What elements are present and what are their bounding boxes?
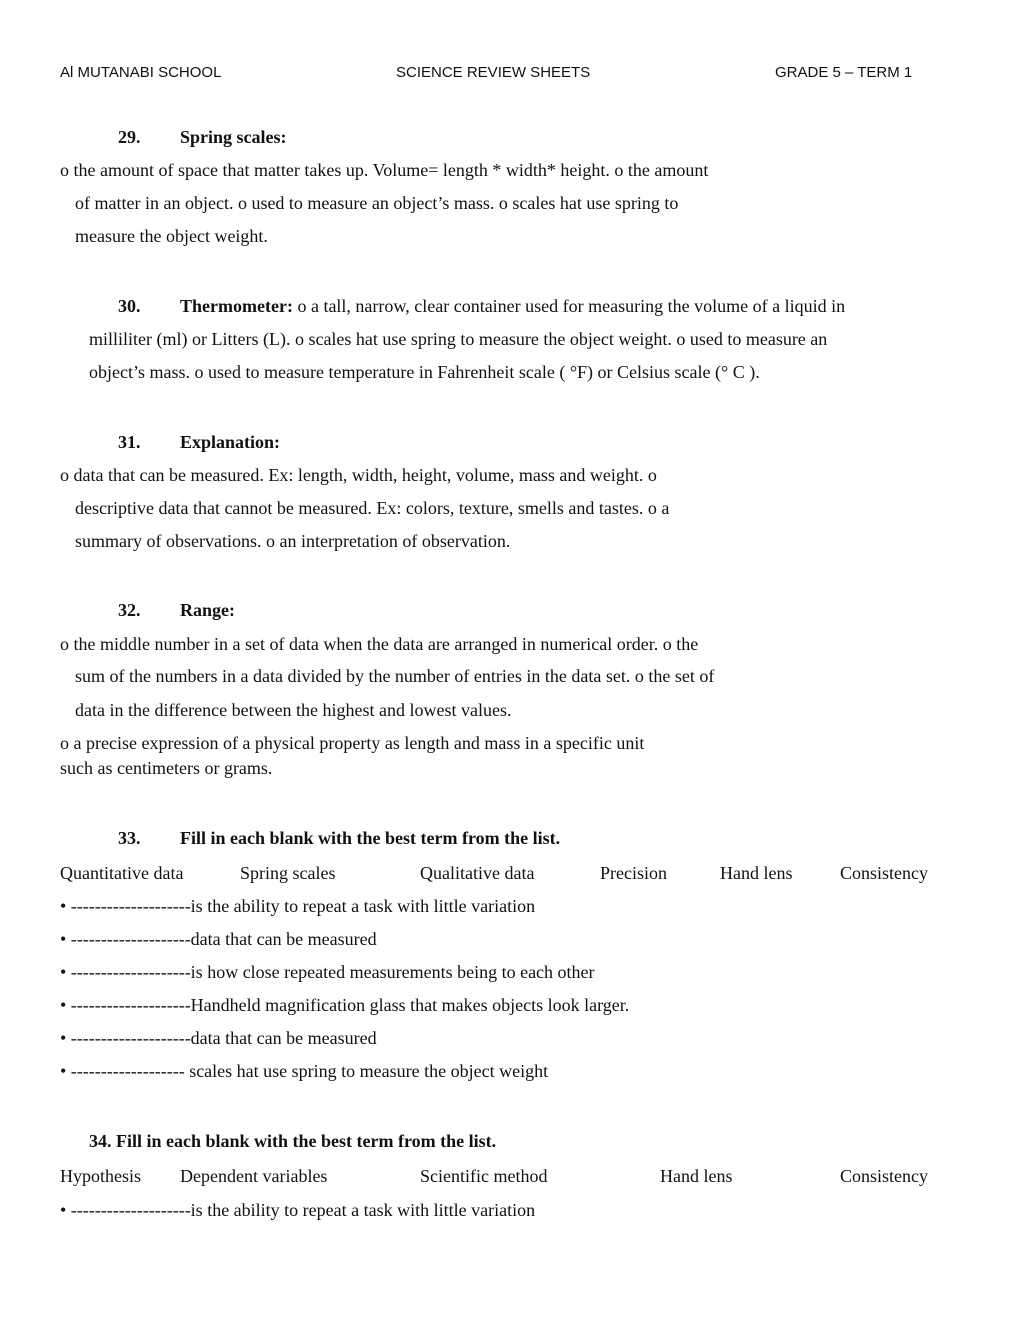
- question-title: Spring scales:: [180, 127, 287, 147]
- question-title: Explanation:: [180, 432, 281, 452]
- header-grade: GRADE 5 – TERM 1: [775, 64, 913, 81]
- question-number: 33.: [118, 828, 141, 848]
- fill-blank-item: • --------------------Handheld magnification glass that makes objects look larger.: [60, 995, 630, 1015]
- answer-line: of matter in an object. o used to measure an object’s mass. o scales hat use spring to: [75, 193, 679, 213]
- question-number: 31.: [118, 432, 141, 452]
- fill-blank-item: • ------------------- scales hat use spring to measure the object weight: [60, 1061, 549, 1081]
- answer-line: o a precise expression of a physical property as length and mass in a specific unit: [60, 733, 645, 753]
- question-title: Thermometer:: [180, 296, 293, 316]
- question-title: Range:: [180, 600, 235, 620]
- answer-line: sum of the numbers in a data divided by the number of entries in the data set. o the set of: [75, 666, 715, 686]
- answer-text: o a tall, narrow, clear container used for measuring the volume of a liquid in: [292, 296, 846, 316]
- answer-line: o the amount of space that matter takes up. Volume= length * width* height. o the amount: [60, 160, 709, 180]
- term-item: Hand lens: [720, 863, 793, 883]
- fill-blank-item: • --------------------data that can be measured: [60, 929, 377, 949]
- term-item: Quantitative data: [60, 863, 184, 883]
- question-title: Fill in each blank with the best term from the list.: [180, 828, 561, 848]
- answer-line: descriptive data that cannot be measured. Ex: colors, texture, smells and tastes. o a: [75, 498, 670, 518]
- answer-line: summary of observations. o an interpretation of observation.: [75, 531, 511, 551]
- answer-line: milliliter (ml) or Litters (L). o scales hat use spring to measure the object weight. o used to measure an: [89, 329, 828, 349]
- answer-line: such as centimeters or grams.: [60, 758, 273, 778]
- fill-blank-item: • --------------------is the ability to repeat a task with little variation: [60, 896, 536, 916]
- term-item: Consistency: [840, 863, 928, 883]
- question-first-line: [180, 290, 845, 323]
- fill-blank-item: • --------------------data that can be measured: [60, 1028, 377, 1048]
- question-number: 32.: [118, 600, 141, 620]
- term-item: Hypothesis: [60, 1166, 141, 1186]
- fill-blank-item: • --------------------is the ability to repeat a task with little variation: [60, 1200, 536, 1220]
- question-number: 30.: [118, 296, 141, 316]
- term-item: Consistency: [840, 1166, 928, 1186]
- term-item: Precision: [600, 863, 667, 883]
- answer-line: o data that can be measured. Ex: length, width, height, volume, mass and weight. o: [60, 465, 657, 485]
- header-title: SCIENCE REVIEW SHEETS: [396, 64, 591, 81]
- header-school: Al MUTANABI SCHOOL: [60, 64, 222, 81]
- question-title: 34. Fill in each blank with the best term from the list.: [89, 1131, 497, 1151]
- answer-line: object’s mass. o used to measure temperature in Fahrenheit scale ( °F) or Celsius scale (° C ).: [89, 362, 760, 382]
- term-item: Hand lens: [660, 1166, 733, 1186]
- term-item: Spring scales: [240, 863, 336, 883]
- term-item: Scientific method: [420, 1166, 548, 1186]
- term-item: Dependent variables: [180, 1166, 328, 1186]
- term-item: Qualitative data: [420, 863, 535, 883]
- answer-line: measure the object weight.: [75, 226, 268, 246]
- answer-line: data in the difference between the highest and lowest values.: [75, 700, 512, 720]
- question-number: 29.: [118, 127, 141, 147]
- answer-line: o the middle number in a set of data when the data are arranged in numerical order. o the: [60, 634, 699, 654]
- fill-blank-item: • --------------------is how close repeated measurements being to each other: [60, 962, 595, 982]
